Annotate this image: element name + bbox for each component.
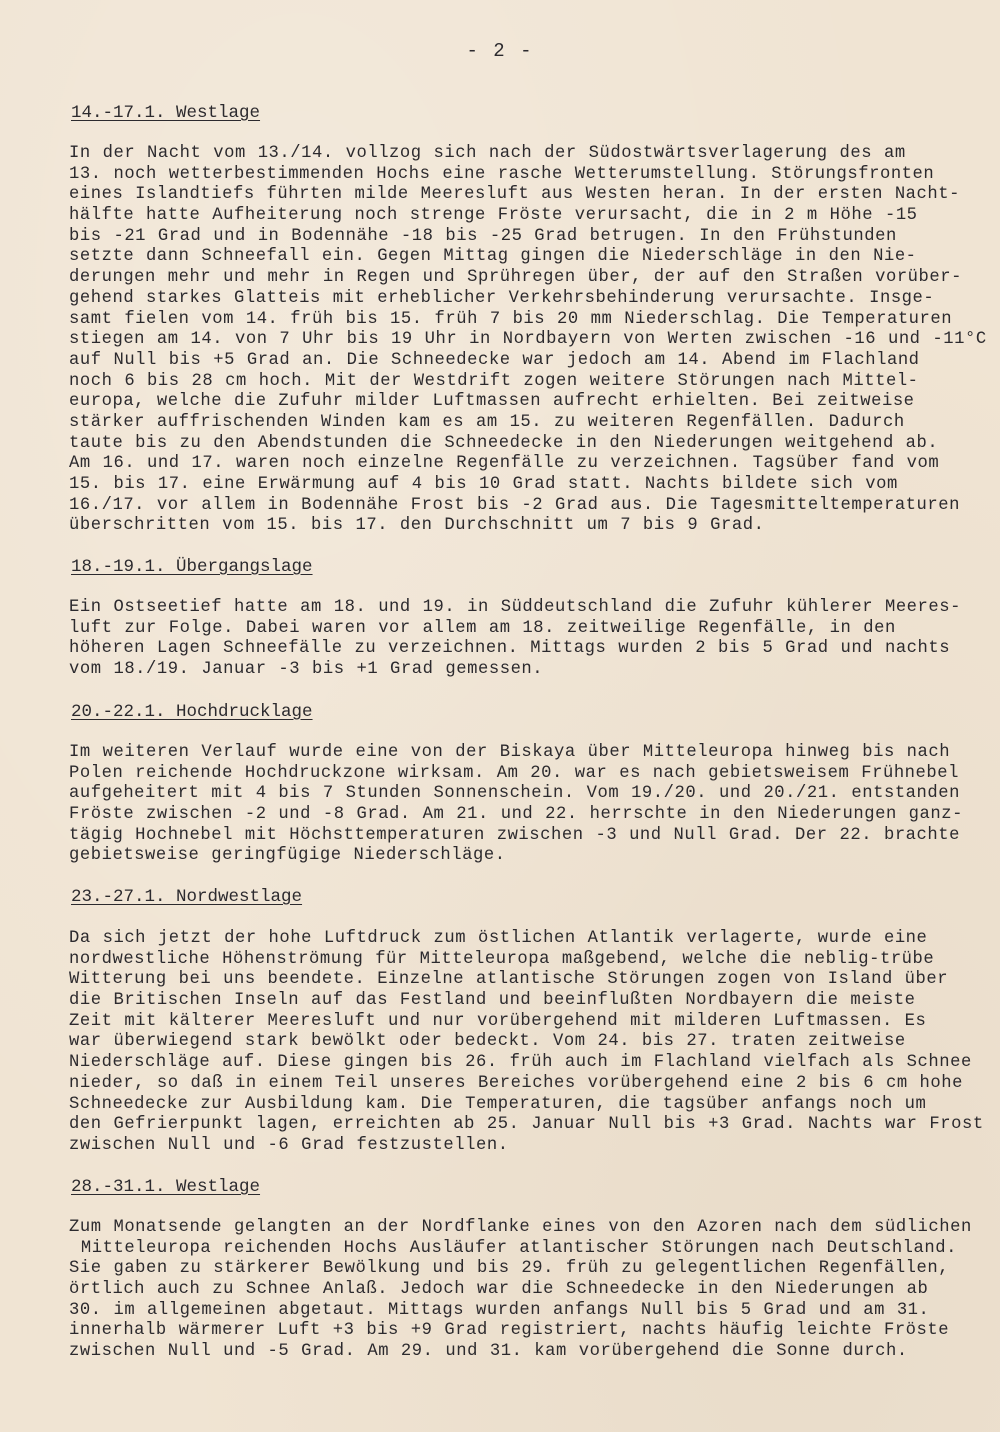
text-line: überschritten vom 15. bis 17. den Durchschnitt um 7 bis 9 Grad. bbox=[69, 516, 765, 536]
text-line: aufgeheitert mit 4 bis 7 Stunden Sonnenschein. Vom 19./20. und 20./21. entstanden bbox=[69, 784, 960, 804]
text-line: zwischen Null und -6 Grad festzustellen. bbox=[69, 1135, 509, 1155]
section-paragraph-westlage-28-31 bbox=[69, 1218, 1000, 1363]
section-heading-hochdrucklage: 20.-22.1. Hochdrucklage bbox=[71, 702, 313, 722]
section-paragraph-nordwestlage bbox=[69, 929, 1000, 1157]
text-line: derungen mehr und mehr in Regen und Sprühregen über, der auf den Straßen vorüber- bbox=[69, 268, 962, 288]
text-line: europa, welche die Zufuhr milder Luftmassen aufrecht erhielten. Bei zeitweise bbox=[69, 392, 915, 412]
text-line: 13. noch wetterbestimmenden Hochs eine rasche Wetterumstellung. Störungsfronten bbox=[69, 164, 935, 184]
text-line: stiegen am 14. von 7 Uhr bis 19 Uhr in Nordbayern von Werten zwischen -16 und -11°C bbox=[69, 330, 987, 350]
text-line: höheren Lagen Schneefälle zu verzeichnen. Mittags wurden 2 bis 5 Grad und nachts bbox=[69, 639, 951, 659]
section-heading-westlage-14-17: 14.-17.1. Westlage bbox=[71, 103, 261, 123]
text-line: Zum Monatsende gelangten an der Nordflanke eines von den Azoren nach dem südlichen bbox=[69, 1218, 972, 1237]
text-line: 15. bis 17. eine Erwärmung auf 4 bis 10 Grad statt. Nachts bildete sich vom bbox=[69, 475, 898, 494]
text-line: stärker auffrischenden Winden kam es am 15. zu weiteren Regenfällen. Dadurch bbox=[69, 412, 905, 432]
text-line: örtlich auch zu Schnee Anlaß. Jedoch war die Schneedecke in den Niederungen ab bbox=[69, 1280, 929, 1300]
text-line: gebietsweise geringfügige Niederschläge. bbox=[69, 846, 506, 866]
text-line: Da sich jetzt der hohe Luftdruck zum östlichen Atlantik verlagerte, wurde eine bbox=[69, 929, 928, 948]
text-line: zwischen Null und -5 Grad. Am 29. und 31. kam vorübergehend die Sonne durch. bbox=[69, 1342, 908, 1362]
text-line: die Britischen Inseln auf das Festland und beeinflußten Nordbayern die meiste bbox=[69, 991, 916, 1011]
text-line: taute bis zu den Abendstunden die Schneedecke in den Niederungen weitgehend ab. bbox=[69, 433, 939, 453]
text-line: luft zur Folge. Dabei waren vor allem am 18. zeitweilige Regenfälle, in den bbox=[69, 618, 896, 638]
text-line: Zeit mit kälterer Meeresluft und nur vorübergehend mit milderen Luftmassen. Es bbox=[69, 1011, 927, 1031]
section-heading-nordwestlage: 23.-27.1. Nordwestlage bbox=[71, 887, 303, 907]
text-line: Fröste zwischen -2 und -8 Grad. Am 21. und 22. herrschte in den Niederungen ganz- bbox=[69, 805, 963, 825]
page-number: - 2 - bbox=[466, 40, 534, 62]
text-line: setzte dann Schneefall ein. Gegen Mittag gingen die Niederschläge in den Nie- bbox=[69, 247, 917, 267]
text-line: nieder, so daß in einem Teil unseres Bereiches vorübergehend eine 2 bis 6 cm hohe bbox=[69, 1073, 963, 1093]
text-line: samt fielen vom 14. früh bis 15. früh 7 bis 20 mm Niederschlag. Die Temperaturen bbox=[69, 309, 953, 329]
text-line: Im weiteren Verlauf wurde eine von der Biskaya über Mitteleuropa hinweg bis nach bbox=[69, 743, 951, 762]
text-line: Am 16. und 17. waren noch einzelne Regenfälle zu verzeichnen. Tagsüber fand vom bbox=[69, 454, 940, 474]
text-line: tägig Hochnebel mit Höchsttemperaturen zwischen -3 und Null Grad. Der 22. brachte bbox=[69, 825, 960, 845]
text-line: In der Nacht vom 13./14. vollzog sich nach der Südostwärtsverlagerung des am bbox=[69, 144, 906, 163]
section-paragraph-uebergangslage bbox=[69, 598, 1000, 681]
text-line: Sie gaben zu stärkerer Bewölkung und bis 29. früh zu gelegentlichen Regenfällen, bbox=[69, 1259, 950, 1279]
text-line: Niederschläge auf. Diese gingen bis 26. früh auch im Flachland vielfach als Schnee bbox=[69, 1053, 972, 1073]
text-line: Witterung bei uns beendete. Einzelne atlantische Störungen zogen von Island über bbox=[69, 970, 949, 990]
text-line: nordwestliche Höhenströmung für Mitteleuropa maßgebend, welche die neblig-trübe bbox=[69, 949, 935, 969]
section-paragraph-westlage-14-17 bbox=[69, 144, 1000, 537]
text-line: Ein Ostseetief hatte am 18. und 19. in Süddeutschland die Zufuhr kühlerer Meeres- bbox=[69, 598, 961, 617]
text-line: hälfte hatte Aufheiterung noch strenge Fröste verursacht, die in 2 m Höhe -15 bbox=[69, 206, 918, 226]
text-line: vom 18./19. Januar -3 bis +1 Grad gemessen. bbox=[69, 660, 544, 680]
section-paragraph-hochdrucklage bbox=[69, 743, 1000, 867]
section-heading-westlage-28-31: 28.-31.1. Westlage bbox=[71, 1177, 261, 1197]
text-line: eines Islandtiefs führten milde Meeresluft aus Westen heran. In der ersten Nacht- bbox=[69, 185, 960, 205]
text-line: Schneedecke zur Ausbildung kam. Die Temperaturen, die tagsüber anfangs noch um bbox=[69, 1094, 927, 1114]
text-line: 30. im allgemeinen abgetaut. Mittags wurden anfangs Null bis 5 Grad und am 31. bbox=[69, 1300, 930, 1320]
text-line: bis -21 Grad und in Bodennähe -18 bis -25 Grad betrugen. In den Frühstunden bbox=[69, 226, 897, 246]
text-line: Mitteleuropa reichenden Hochs Ausläufer atlantischer Störungen nach Deutschland. bbox=[69, 1238, 957, 1258]
text-line: noch 6 bis 28 cm hoch. Mit der Westdrift zogen weitere Störungen nach Mittel- bbox=[69, 371, 919, 391]
text-line: gehend starkes Glatteis mit erheblicher Verkehrsbehinderung verursachte. Insge- bbox=[69, 288, 935, 308]
text-line: Polen reichende Hochdruckzone wirksam. Am 20. war es nach gebietsweisem Frühnebel bbox=[69, 763, 959, 783]
section-heading-uebergangslage: 18.-19.1. Übergangslage bbox=[71, 557, 313, 577]
text-line: 16./17. vor allem in Bodennähe Frost bis -2 Grad aus. Die Tagesmitteltemperaturen bbox=[69, 495, 960, 515]
text-line: innerhalb wärmerer Luft +3 bis +9 Grad registriert, nachts häufig leichte Fröste bbox=[69, 1321, 950, 1341]
text-line: den Gefrierpunkt lagen, erreichten ab 25. Januar Null bis +3 Grad. Nachts war Frost bbox=[69, 1115, 984, 1135]
text-line: auf Null bis +5 Grad an. Die Schneedecke war jedoch am 14. Abend im Flachland bbox=[69, 350, 920, 370]
text-line: war überwiegend stark bewölkt oder bedeckt. Vom 24. bis 27. traten zeitweise bbox=[69, 1032, 906, 1052]
